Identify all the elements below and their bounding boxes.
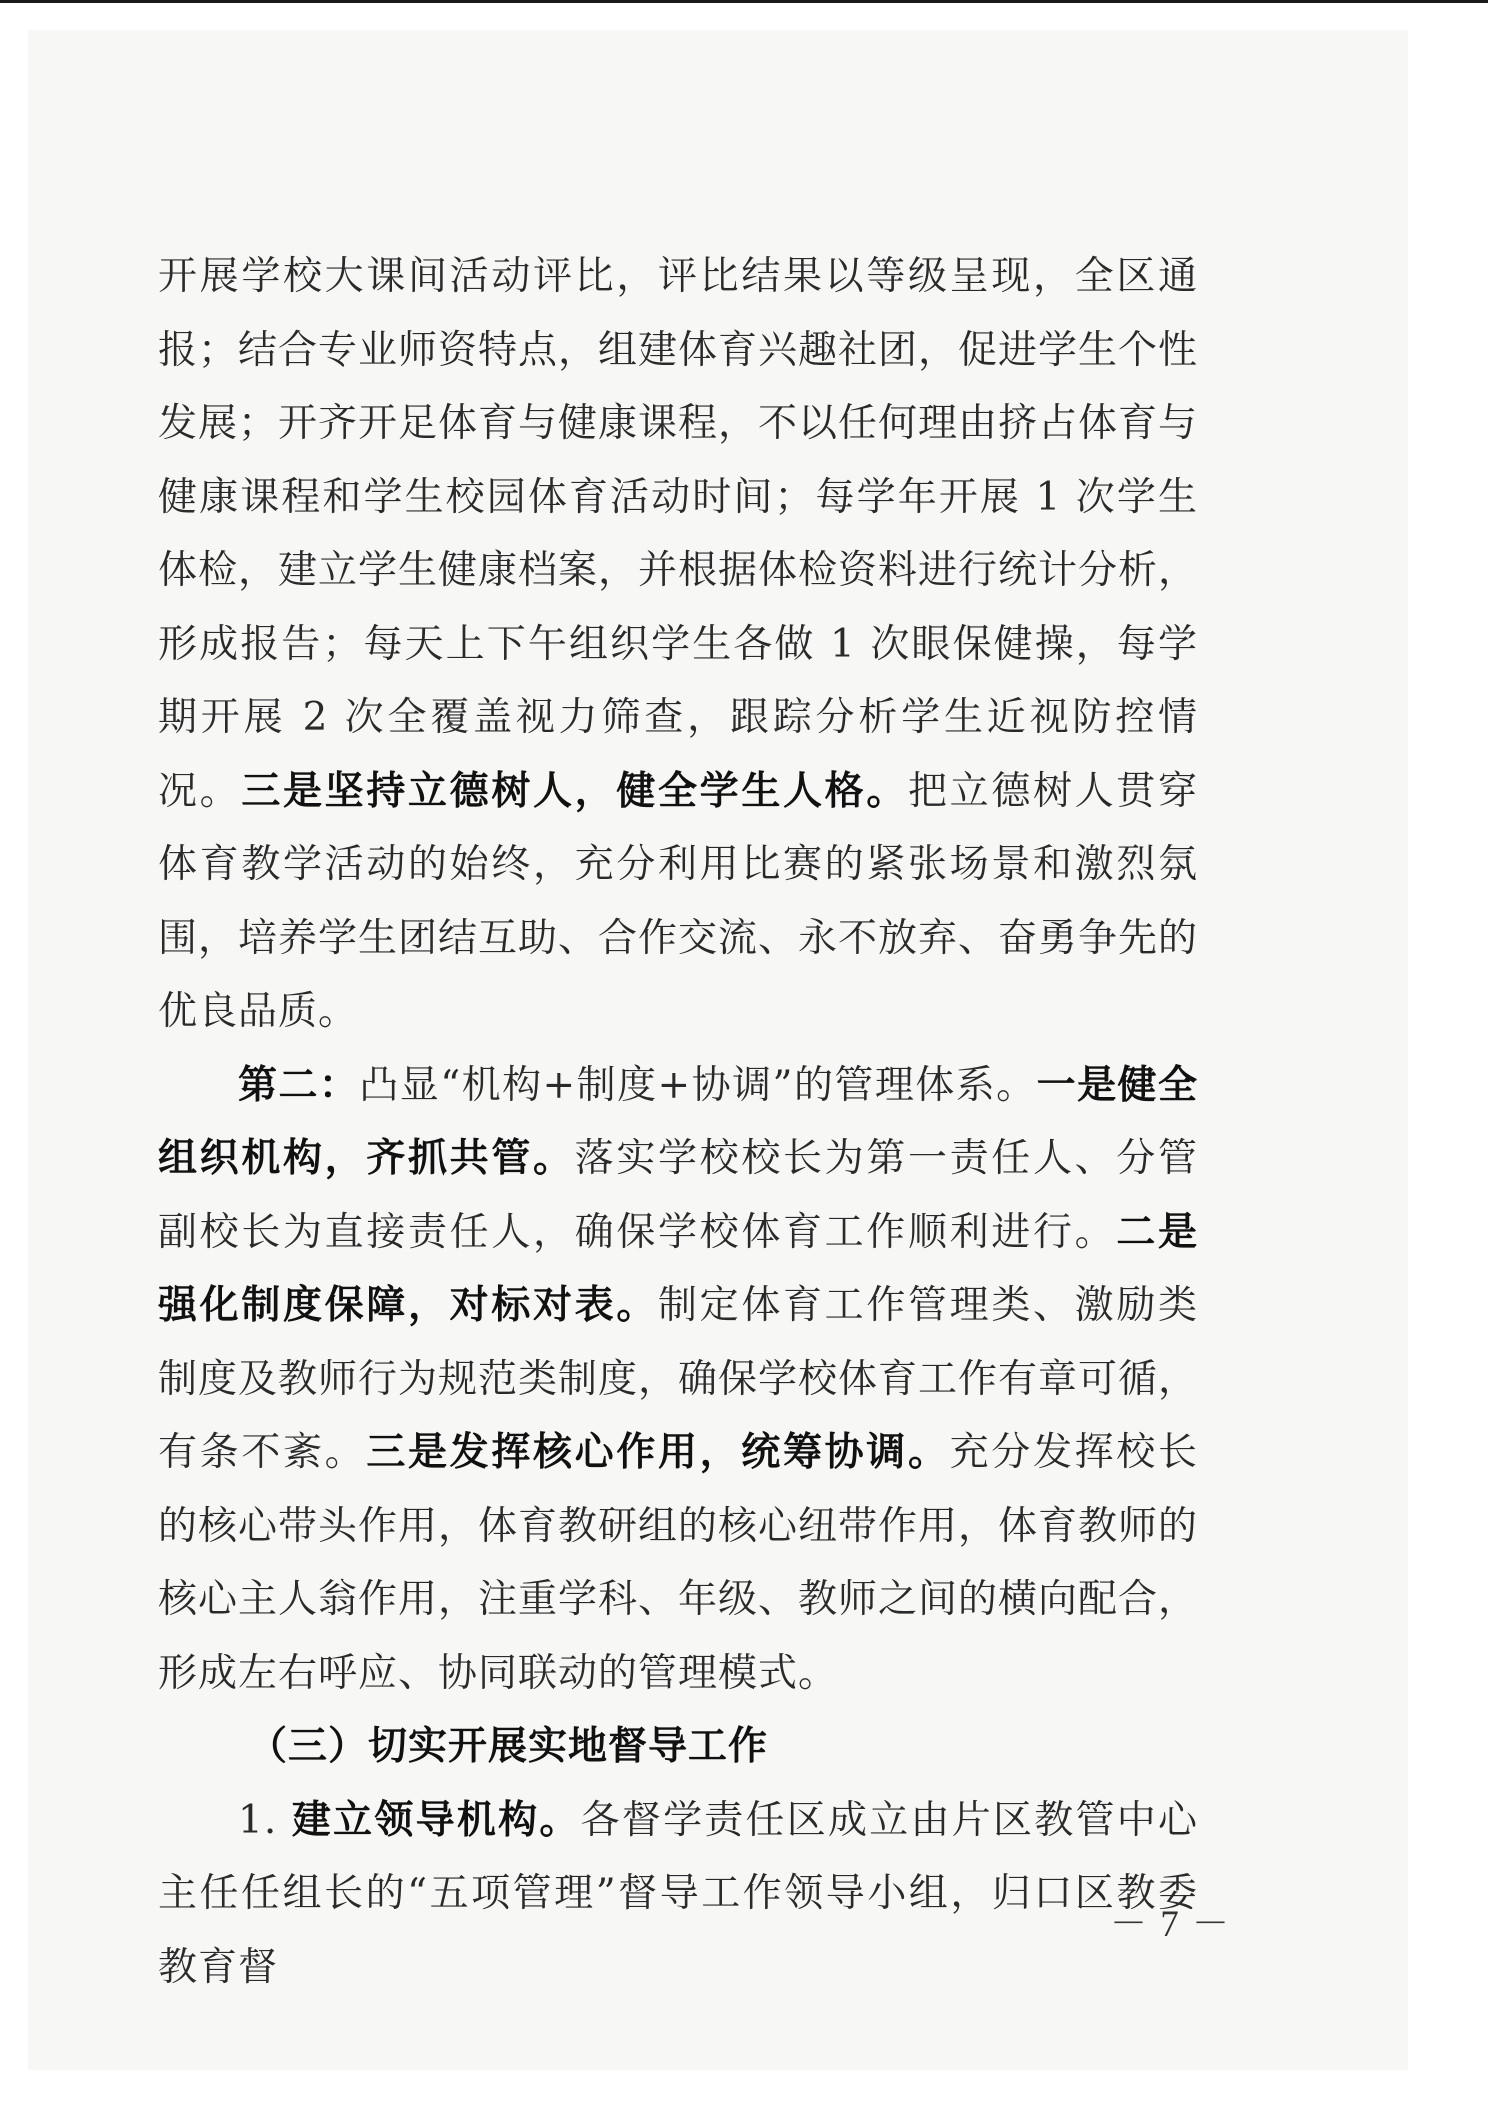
page-number: － 7 － xyxy=(1110,1904,1231,1945)
paragraph-text: 把立德树人贯穿体育教学活动的始终，充分利用比赛的紧张场景和激烈氛围，培养学生团结互助、合作交流、永不放弃、奋勇争先的优良品质。 xyxy=(158,768,1199,1034)
item-number: 1. xyxy=(238,1797,292,1843)
paragraph-leadership xyxy=(158,1784,1198,2005)
paragraph-text: 凸显“机构+制度+协调”的管理体系。 xyxy=(359,1062,1037,1108)
paragraph-text: 开展学校大课间活动评比，评比结果以等级呈现，全区通报；结合专业师资特点，组建体育兴趣社团，促进学生个性发展；开齐开足体育与健康课程，不以任何理由挤占体育与健康课程和学生校园体育活动时间；每学年开展 1 次学生体检，建立学生健康档案，并根据体检资料进行统计分析，形成报告；每天上下午组织学生各做 1 次眼保健操，每学期开展 2 次全覆盖视力筛查，跟踪分析学生近视防控情况。 xyxy=(158,254,1199,814)
bold-point-coordination: 三是发挥核心作用，统筹协调。 xyxy=(366,1429,950,1475)
paragraph-sports-activities xyxy=(158,240,1198,1049)
bold-point-moral-education: 三是坚持立德树人，健全学生人格。 xyxy=(241,767,908,814)
paragraph-text: 充分发挥校长的核心带头作用，体育教研组的核心纽带作用，体育教师的核心主人翁作用，注重学科、年级、教师之间的横向配合，形成左右呼应、协同联动的管理模式。 xyxy=(158,1430,1199,1696)
bold-section-label: 第二： xyxy=(238,1061,360,1108)
paragraph-text: 落实学校校长为第一责任人、分管副校长为直接责任人，确保学校体育工作顺利进行。 xyxy=(158,1136,1198,1255)
paragraph-text: 各督学责任区成立由片区教管中心主任任组长的“五项管理”督导工作领导小组，归口区教委教育督 xyxy=(158,1797,1198,1990)
bold-point-organization: 一是健全组织机构，齐抓共管。 xyxy=(158,1061,1198,1181)
paragraph-text: 制定体育工作管理类、激励类制度及教师行为规范类制度，确保学校体育工作有章可循，有条不紊。 xyxy=(158,1283,1199,1475)
bold-point-system: 二是强化制度保障，对标对表。 xyxy=(158,1208,1198,1328)
section-heading: （三）切实开展实地督导工作 xyxy=(248,1723,769,1769)
top-border-line xyxy=(0,0,1488,3)
paragraph-management-system xyxy=(158,1049,1198,1711)
bold-point-leadership: 建立领导机构。 xyxy=(291,1796,581,1843)
document-body xyxy=(158,240,1198,2004)
